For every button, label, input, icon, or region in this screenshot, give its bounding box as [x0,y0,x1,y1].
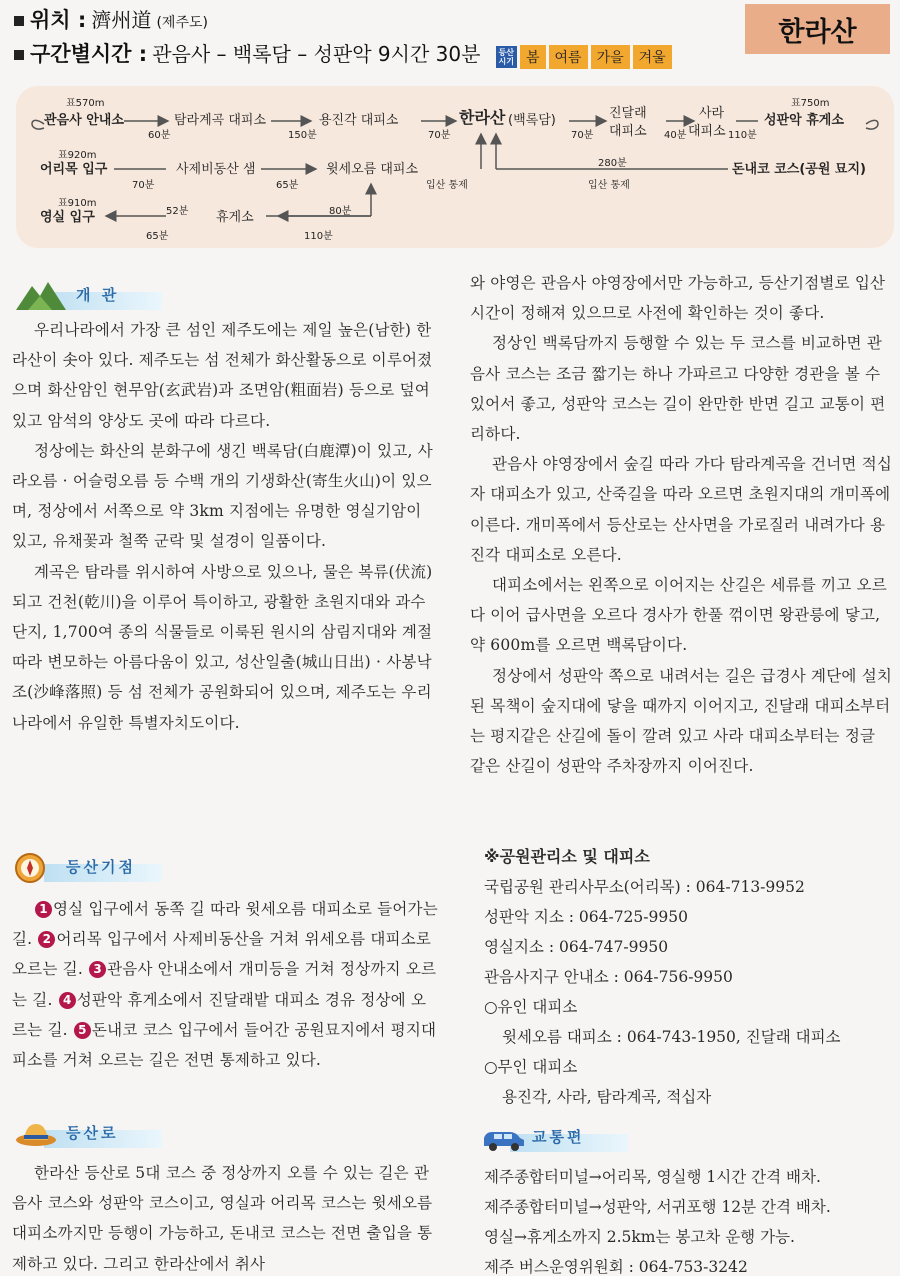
node-gwaneumsa: 관음사 안내소 [44,113,124,128]
node-baengnokdam: (백록담) [508,113,556,128]
time-t5: 40분 [664,130,687,141]
location-value: 濟州道 [91,8,152,32]
hat-icon [14,1116,58,1150]
start-point-3: 관음사 안내소에서 개미등을 거쳐 정상까지 오르는 길. [12,960,437,1009]
trails-paragraph-5: 정상에서 성판악 쪽으로 내려서는 길은 급경사 계단에 설치된 목책이 숲지대에 닿을 때까지 이어지고, 진달래 대피소부터는 평지같은 산길에 돌이 깔려 있고 사라 대피소부터는 정글 같은 산길이 성판악 주차장까지 이어진다. [470,666,893,776]
season-winter: 겨울 [633,45,672,69]
node-yeongsil: 영실 입구 [40,210,95,225]
left-column [12,315,440,738]
node-hallasan: 한라산 [459,108,506,127]
node-donnaeko: 돈내코 코스(공원 묘지) [732,162,866,177]
trails-paragraph-3: 관음사 야영장에서 숲길 따라 가다 탐라계곡을 건너면 적십자 대피소가 있고, 산죽길을 따라 오르면 초원지대의 개미폭에 이른다. 개미폭에서 등산로는 산사면을 가로질러 내려가다 용진각 대피소로 오른다. [470,455,893,564]
note-ipsan-2: 입산 통제 [588,180,630,191]
season-summer: 여름 [549,45,588,69]
start-point-2: 어리목 입구에서 사제비동산을 거쳐 위세오름 대피소로 오르는 길. [12,930,432,979]
car-icon [480,1120,528,1154]
node-yongjingak: 용진각 대피소 [319,113,399,128]
season-spring: 봄 [520,45,546,69]
time-t9: 280분 [598,158,627,169]
start-points-heading-text: 등산기점 [66,858,136,876]
start-point-1: 영실 입구에서 동쪽 길 따라 윗세오름 대피소로 들어가는 길. [12,900,438,949]
overview-heading [14,278,164,312]
trails-paragraph-cont: 와 야영은 관음사 야영장에서만 가능하고, 등산기점별로 입산시간이 정해져 있으므로 사전에 확인하는 것이 좋다. [470,274,886,323]
number-5-icon: 5 [74,1022,91,1039]
location-line [14,4,208,34]
time-t8: 65분 [276,180,299,191]
node-tamna: 탐라계곡 대피소 [174,113,267,128]
elev-yeongsil: 표910m [58,198,97,209]
time-line [14,38,672,69]
trails-paragraph-start: 한라산 등산로 5대 코스 중 정상까지 오를 수 있는 길은 관음사 코스와 성판악 코스이고, 영실과 어리목 코스는 윗세오름 대피소까지만 등행이 가능하고, 돈내코 코스는 전면 출입을 통제하고 있다. 그리고 한라산에서 취사 [12,1164,433,1273]
transport-heading-text: 교통편 [532,1128,585,1146]
trails-paragraph-4: 대피소에서는 왼쪽으로 이어지는 산길은 세류를 끼고 오르다 이어 급사면을 오르다 경사가 한풀 꺾이면 왕관릉에 닿고, 약 600m를 오르면 백록담이다. [470,576,887,655]
transport-line-3: 영실→휴게소까지 2.5km는 봉고차 운행 가능. [484,1228,795,1246]
contact-line-1: 국립공원 관리사무소(어리목) : 064-713-9952 [484,878,805,896]
location-sub: (제주도) [156,15,208,31]
time-label: 구간별시간 : [30,42,148,66]
time-t4: 70분 [571,130,594,141]
time-t13: 110분 [304,231,333,242]
number-1-icon: 1 [35,901,52,918]
contact-block [484,842,894,1112]
number-3-icon: 3 [89,961,106,978]
time-t2: 150분 [288,130,317,141]
overview-heading-text: 개 관 [76,286,120,304]
unstaffed-title: ○무인 대피소 [484,1058,578,1076]
node-jindallae-1: 진달래 [609,106,647,121]
start-points-heading [14,850,164,884]
time-t6: 110분 [728,130,757,141]
contact-title: ※공원관리소 및 대피소 [484,847,650,866]
mountain-icon [14,278,70,312]
bullet-square-icon [14,16,24,26]
time-t10: 52분 [166,206,189,217]
node-sara-2: 대피소 [688,124,726,139]
season-autumn: 가을 [591,45,630,69]
number-4-icon: 4 [59,992,76,1009]
node-jindallae-2: 대피소 [609,124,647,139]
right-column [470,268,894,781]
node-seongpanak: 성판악 휴게소 [764,113,844,128]
overview-paragraph-3: 계곡은 탐라를 위시하여 사방으로 있으나, 물은 복류(伏流)되고 건천(乾川)을 이루어 특이하고, 광활한 초원지대와 과수단지, 1,700여 종의 식물들로 이룩된 원시의 삼림지대와 계절 따라 변모하는 아름다움이 있고, 성산일출(城山日出) · 사봉낙조(沙峰落照) 등 섬 전체가 공원화되어 있으며, 제주도는 우리나라에서 유일한 특별자치도이다. [12,562,433,732]
trails-paragraph-2: 정상인 백록담까지 등행할 수 있는 두 코스를 비교하면 관음사 코스는 조금 짧기는 하나 가파르고 다양한 경관을 볼 수 있어서 좋고, 성판악 코스는 길이 완만한 반면 길고 교통이 편리하다. [470,334,886,444]
bullet-square-icon [14,50,24,60]
compass-icon [14,850,54,884]
time-t7: 70분 [132,180,155,191]
node-eorimok: 어리목 입구 [40,162,108,177]
staffed-title: ○유인 대피소 [484,998,578,1016]
transport-line-2: 제주종합터미널→성판악, 서귀포행 12분 간격 배차. [484,1198,831,1216]
transport-line-4: 제주 버스운영위원회 : 064-753-3242 [484,1258,748,1276]
node-witse: 윗세오름 대피소 [326,162,419,177]
contact-line-4: 관음사지구 안내소 : 064-756-9950 [484,968,733,986]
contact-line-3: 영실지소 : 064-747-9950 [484,938,669,956]
node-saje: 사제비동산 샘 [176,162,256,177]
season-badge: 등산 시기 [496,46,517,68]
location-label: 위치 : [30,8,87,32]
start-points-list [12,894,440,1075]
start-point-4: 성판악 휴게소에서 진달래밭 대피소 경유 정상에 오르는 길. [12,990,427,1039]
overview-paragraph-1: 우리나라에서 가장 큰 섬인 제주도에는 제일 높은(남한) 한라산이 솟아 있다. 제주도는 섬 전체가 화산활동으로 이루어졌으며 화산암인 현무암(玄武岩)과 조면암(粗面岩) 등으로 덮여 있고 암석의 양상도 곳에 따라 다르다. [12,321,433,430]
time-t11: 65분 [146,231,169,242]
page-title: 한라산 [745,4,890,54]
trails-heading-text: 등산로 [66,1124,119,1142]
start-point-5: 돈내코 코스 입구에서 들어간 공원묘지에서 평지대피소를 거쳐 오르는 길은 전면 통제하고 있다. [12,1020,437,1070]
transport-heading [480,1120,630,1154]
transport-line-1: 제주종합터미널→어리목, 영실행 1시간 간격 배차. [484,1168,821,1186]
time-value: 관음사 – 백록담 – 성판악 9시간 30분 [152,42,481,66]
contact-line-2: 성판악 지소 : 064-725-9950 [484,908,688,926]
transport-block [484,1162,894,1276]
number-2-icon: 2 [38,931,55,948]
trails-heading [14,1116,164,1150]
route-map [16,86,894,248]
trails-left-text [12,1158,440,1276]
staffed-shelters: 윗세오름 대피소 : 064-743-1950, 진달래 대피소 [502,1028,841,1046]
time-t1: 60분 [148,130,171,141]
unstaffed-shelters: 용진각, 사라, 탐라계곡, 적십자 [502,1088,712,1106]
time-t3: 70분 [428,130,451,141]
note-ipsan-1: 입산 통제 [426,180,468,191]
overview-paragraph-2: 정상에는 화산의 분화구에 생긴 백록담(白鹿潭)이 있고, 사라오름 · 어슬렁오름 등 수백 개의 기생화산(寄生火山)이 있으며, 정상에서 서쪽으로 약 3km 지점에는 유명한 영실기암이 있고, 유채꽃과 철쭉 군락 및 설경이 일품이다. [12,441,433,551]
elev-gwaneumsa: 표570m [66,98,105,109]
node-sara-1: 사라 [699,106,725,121]
elev-seongpanak: 표750m [791,98,830,109]
node-rest: 휴게소 [216,210,254,225]
elev-eorimok: 표920m [58,150,97,161]
time-t12: 80분 [329,206,352,217]
